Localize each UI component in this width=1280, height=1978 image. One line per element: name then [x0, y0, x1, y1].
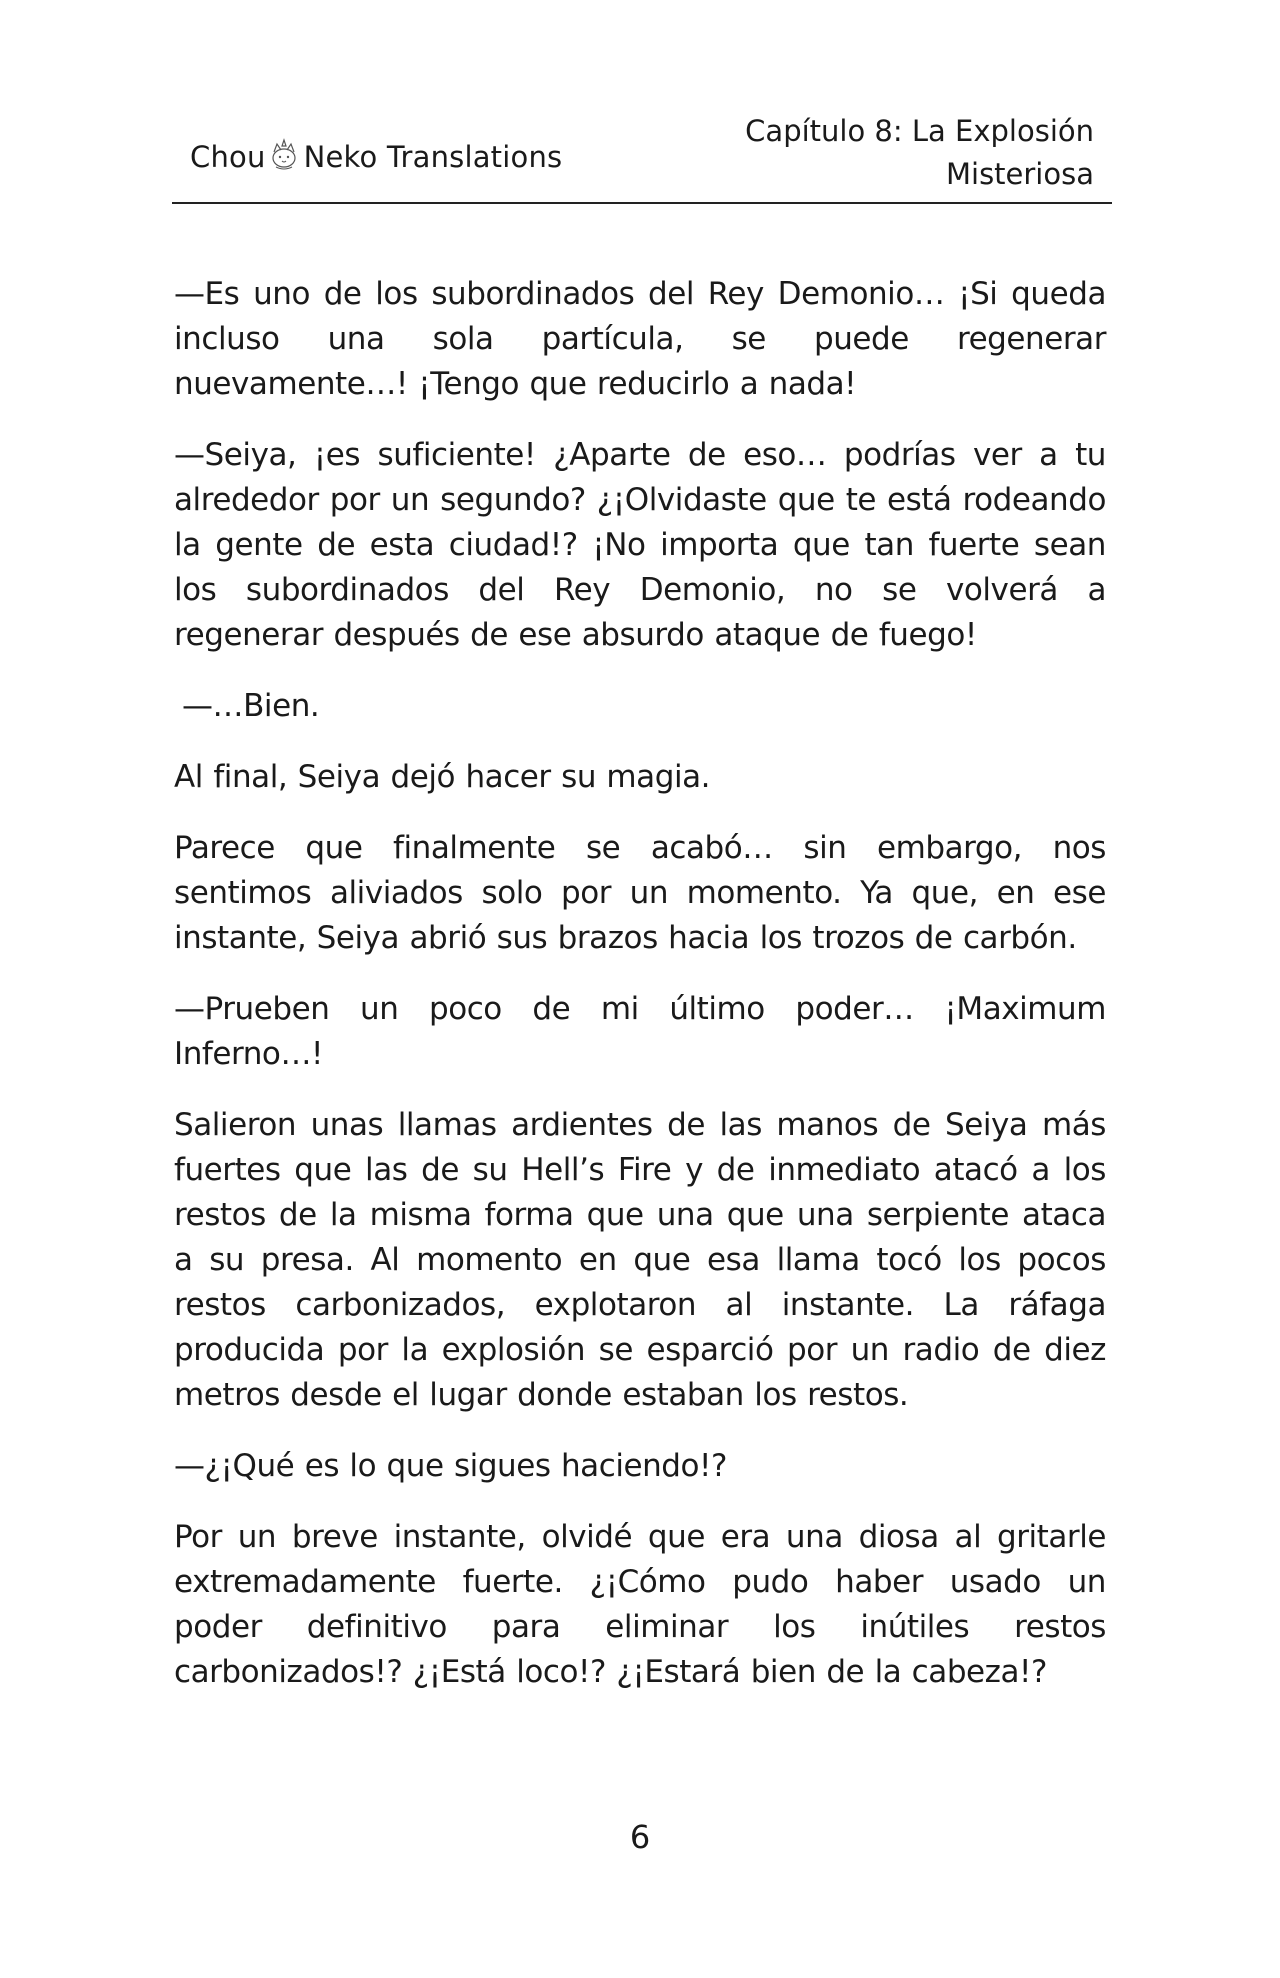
page-body: [174, 272, 1106, 1721]
chapter-title-line-1: Capítulo 8: La Explosión: [745, 114, 1094, 148]
page-header: [172, 112, 1112, 204]
chapter-title-line-2: Misteriosa: [945, 157, 1094, 191]
paragraph: Al final, Seiya dejó hacer su magia.: [174, 759, 711, 795]
cat-head-crown-icon: [268, 138, 300, 172]
paragraph: —Es uno de los subordinados del Rey Demonio… ¡Si queda incluso una sola partícula, se puede regenerar nuevamente…! ¡Tengo que reducirlo a nada!: [174, 276, 1106, 402]
paragraph: Salieron unas llamas ardientes de las manos de Seiya más fuertes que las de su Hell’s Fire y de inmediato atacó a los restos de la misma forma que una que una serpiente ataca a su presa. Al momento en que esa llama tocó los pocos restos carbonizados, explotaron al instante. La ráfaga producida por la explosión se esparció por un radio de diez metros desde el lugar donde estaban los restos.: [174, 1107, 1106, 1413]
page-number: 6: [629, 1818, 651, 1856]
brand-name-left: Chou: [190, 140, 266, 174]
paragraph: Por un breve instante, olvidé que era una diosa al gritarle extremadamente fuerte. ¿¡Cómo pudo haber usado un poder definitivo para eliminar los inútiles restos carbonizados!? ¿¡Está loco!? ¿¡Estará bien de la cabeza!?: [174, 1519, 1106, 1690]
chapter-title: [745, 110, 1094, 196]
brand-name-right: Neko Translations: [303, 140, 563, 174]
paragraph: Parece que finalmente se acabó… sin embargo, nos sentimos aliviados solo por un momento. Ya que, en ese instante, Seiya abrió sus brazos hacia los trozos de carbón.: [174, 830, 1106, 956]
brand: [190, 140, 562, 174]
paragraph: —Seiya, ¡es suficiente! ¿Aparte de eso… podrías ver a tu alrededor por un segundo? ¿¡Olvidaste que te está rodeando la gente de esta ciudad!? ¡No importa que tan fuerte sean los subordinados del Rey Demonio, no se volverá a regenerar después de ese absurdo ataque de fuego!: [174, 437, 1106, 653]
paragraph: —…Bien.: [182, 688, 320, 724]
paragraph: —¿¡Qué es lo que sigues haciendo!?: [174, 1448, 728, 1484]
paragraph: —Prueben un poco de mi último poder… ¡Maximum Inferno…!: [174, 991, 1106, 1072]
